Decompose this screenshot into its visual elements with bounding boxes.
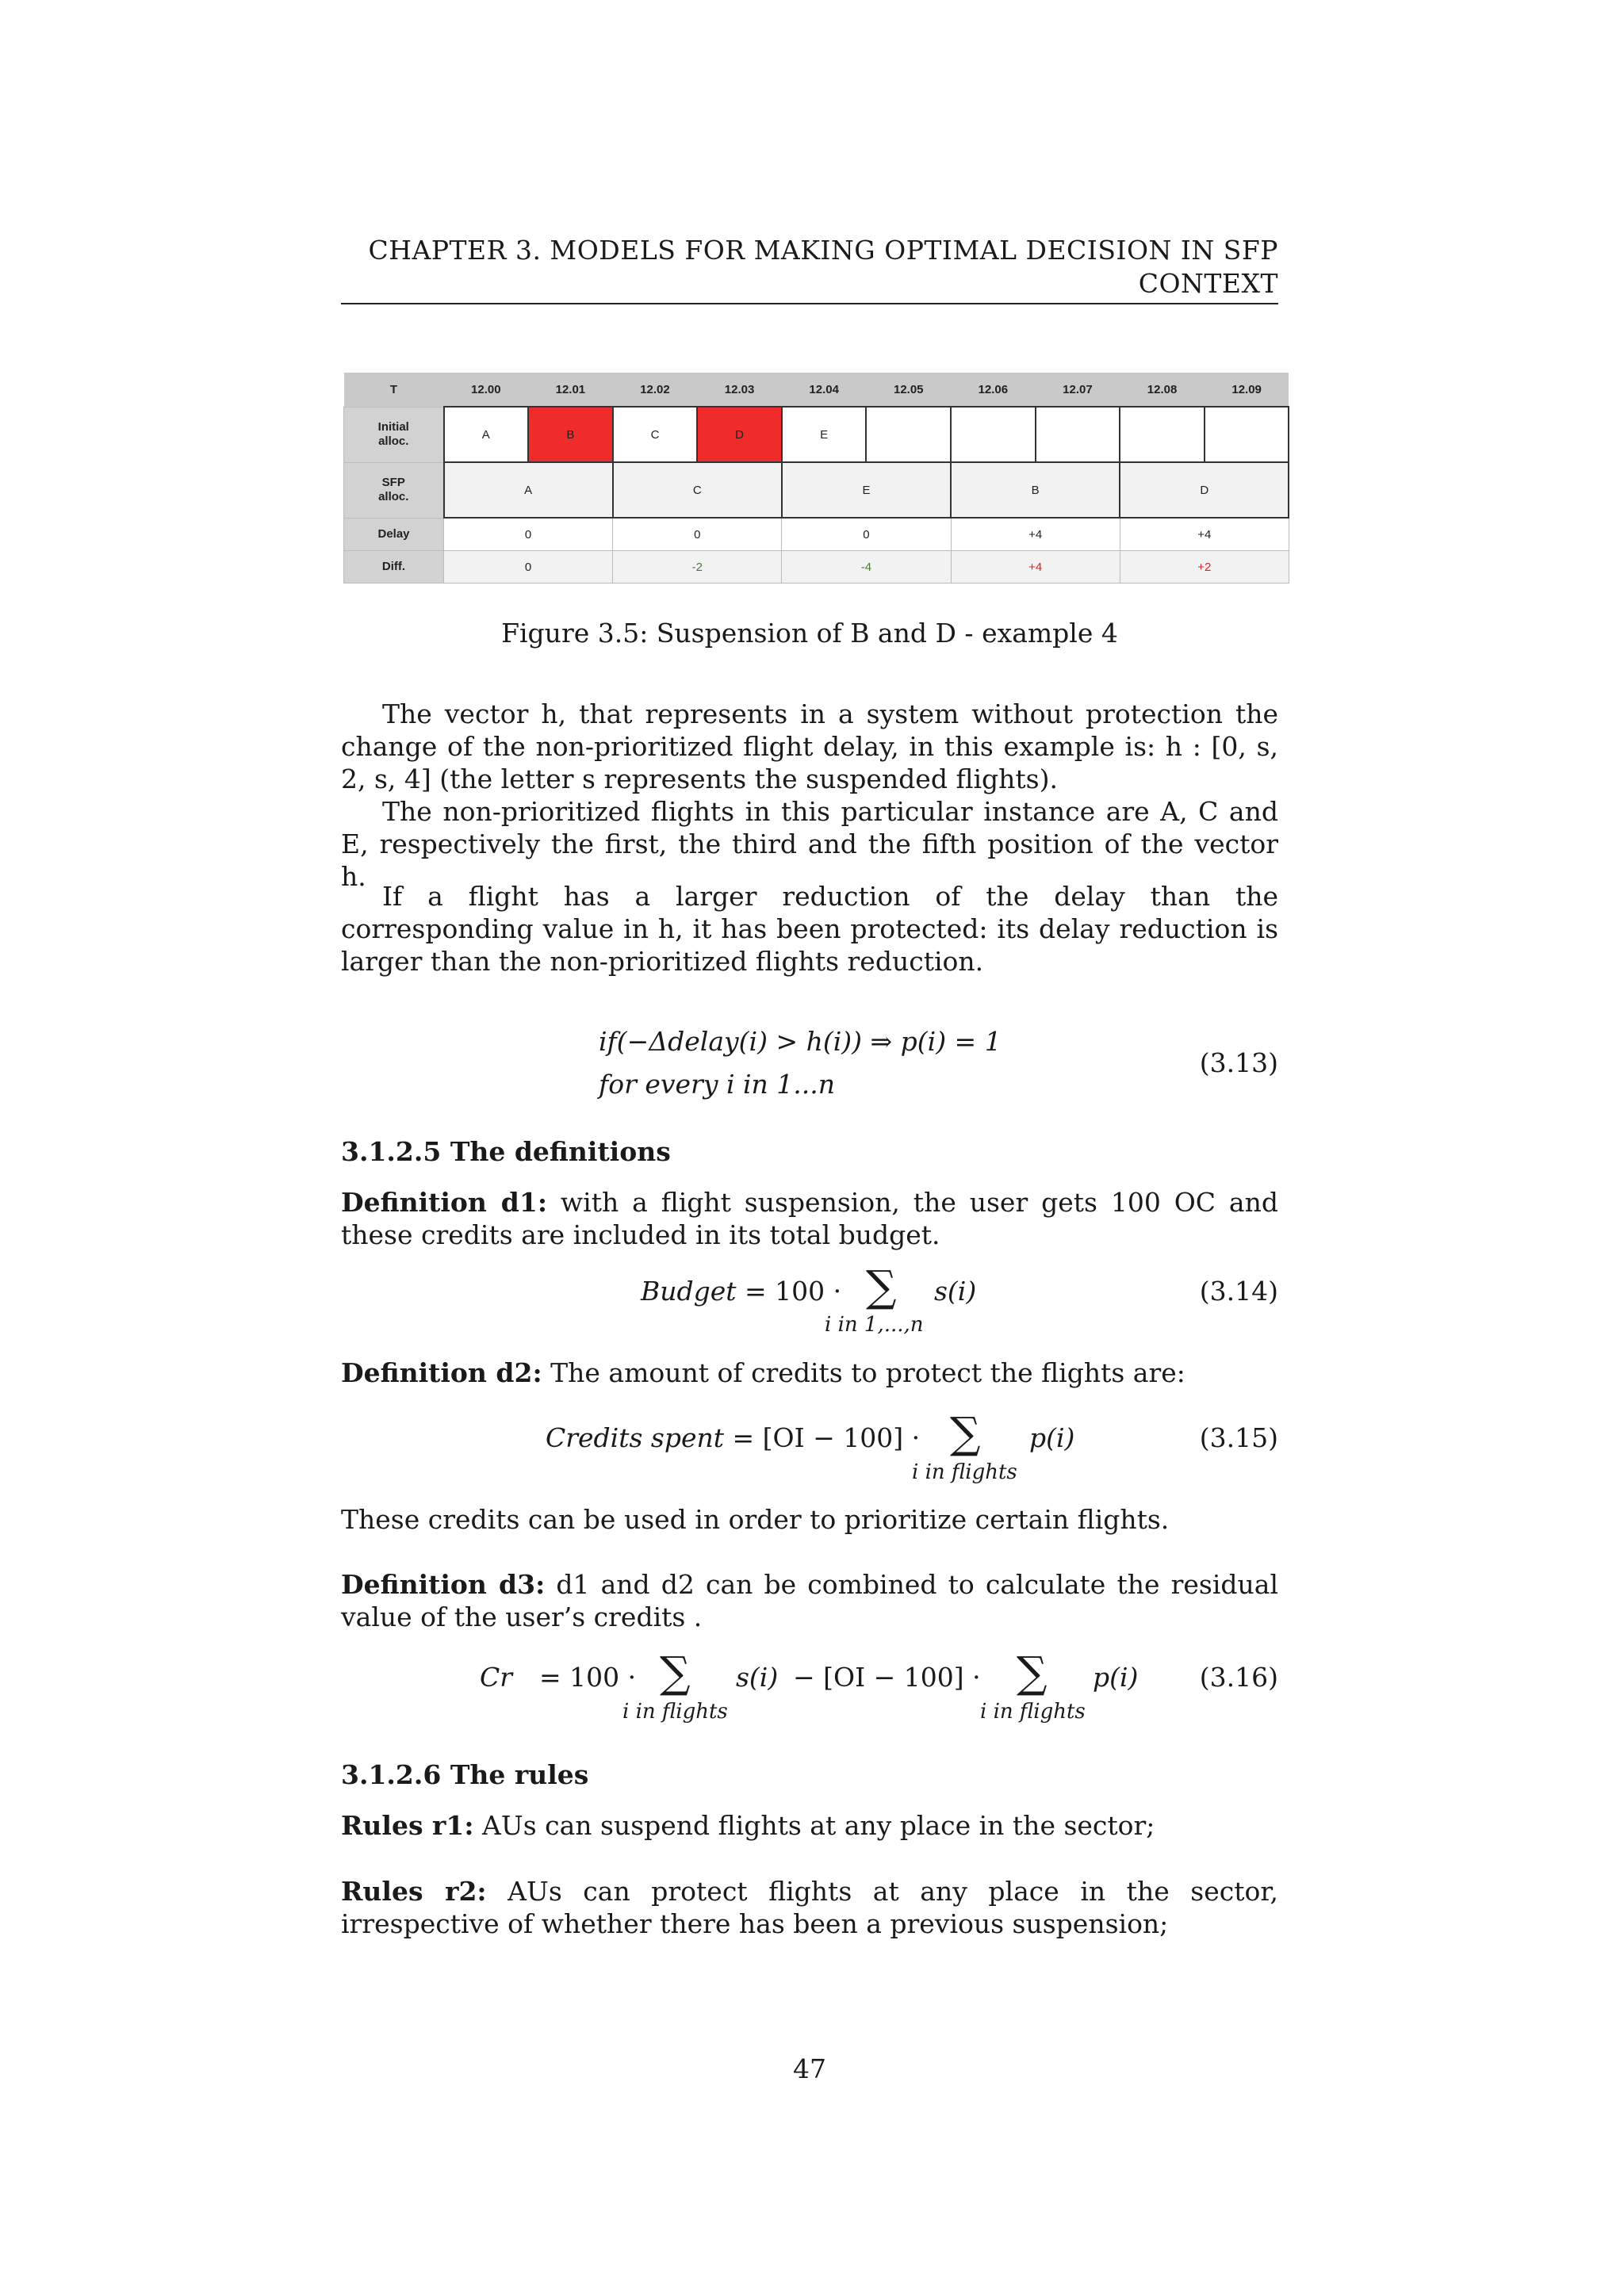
definition-d1-paragraph: [341, 1186, 1278, 1251]
time-cell: 12.02: [613, 373, 698, 407]
sfp-slot: E: [782, 462, 951, 518]
diff-cell: 0: [444, 551, 613, 584]
rule-r1: [341, 1809, 1278, 1842]
initial-slot: [1205, 407, 1289, 462]
initial-slot: [951, 407, 1036, 462]
rule-r1-paragraph: [341, 1809, 1278, 1842]
body-text-1: [341, 698, 1278, 893]
initial-slot: A: [444, 407, 529, 462]
diff-label: Diff.: [344, 551, 444, 584]
rule-r1-label: Rules r1:: [341, 1810, 474, 1841]
diff-cell: -4: [782, 551, 951, 584]
diff-cell: -2: [613, 551, 782, 584]
time-cell: 12.05: [866, 373, 951, 407]
initial-label-line2: alloc.: [378, 434, 409, 448]
time-cell: 12.03: [697, 373, 782, 407]
equation-number-3-15: (3.15): [1199, 1422, 1278, 1453]
delay-cell: 0: [613, 518, 782, 551]
time-cell: 12.00: [444, 373, 529, 407]
eq316-part1: = 100 ·: [539, 1662, 637, 1693]
sfp-alloc-label: [344, 462, 444, 518]
equation-number-3-13: (3.13): [1199, 1047, 1278, 1078]
eq314-rhs: = 100 ·: [745, 1276, 842, 1307]
initial-label-line1: Initial: [377, 420, 409, 434]
eq316-part2: − [OI − 100] ·: [793, 1662, 981, 1693]
initial-alloc-label: [344, 407, 444, 462]
definition-d3: [341, 1568, 1278, 1633]
definition-d1-text: with a flight suspension, the user gets 100 OC and these credits are included in its total budget.: [341, 1187, 1278, 1250]
time-cell: 12.09: [1205, 373, 1289, 407]
allocation-figure-table: [343, 373, 1289, 584]
rule-r2-label: Rules r2:: [341, 1876, 487, 1907]
body-text-2: [341, 880, 1278, 978]
figure-caption: Figure 3.5: Suspension of B and D - example 4: [501, 618, 1118, 649]
time-cell: 12.06: [951, 373, 1036, 407]
summation-icon: ∑: [950, 1408, 981, 1458]
definition-d3-paragraph: [341, 1568, 1278, 1633]
paragraph-vector-h: The vector h, that represents in a system without protection the change of the non-prioritized flight delay, in this example is: h : [0, s, 2, s, 4] (the letter s represents the suspended flights).: [341, 698, 1278, 794]
time-cell: 12.04: [782, 373, 867, 407]
equation-3-15: [546, 1422, 920, 1455]
section-heading-rules: [341, 1758, 588, 1792]
d2-after-paragraph: These credits can be used in order to prioritize certain flights.: [341, 1504, 1170, 1535]
initial-slot: [1036, 407, 1120, 462]
definition-d2-text: The amount of credits to protect the flights are:: [550, 1357, 1185, 1388]
definition-d2: [341, 1357, 1278, 1389]
delay-cell: +4: [951, 518, 1120, 551]
summation-icon: ∑: [1017, 1647, 1048, 1697]
initial-slot: [1120, 407, 1205, 462]
equation-3-13-line2: for every i in 1...n: [599, 1069, 836, 1100]
section-title: The definitions: [450, 1136, 671, 1167]
eq314-lhs: Budget: [641, 1276, 737, 1307]
eq315-lhs: Credits spent: [546, 1422, 725, 1453]
equation-number-3-14: (3.14): [1199, 1276, 1278, 1307]
time-cell: 12.01: [528, 373, 613, 407]
header-rule: [341, 303, 1278, 304]
eq316-term1: s(i): [736, 1662, 779, 1693]
definition-d1: [341, 1186, 1278, 1251]
eq314-sum-index: i in 1,...,n: [825, 1313, 924, 1337]
eq315-sum-index: i in flights: [912, 1460, 1017, 1484]
sfp-slot: C: [613, 462, 782, 518]
sfp-slot: D: [1120, 462, 1289, 518]
d2-after-text: [341, 1503, 1278, 1536]
equation-number-3-16: (3.16): [1199, 1662, 1278, 1693]
time-cell: 12.07: [1036, 373, 1120, 407]
section-title: The rules: [450, 1759, 589, 1790]
equation-3-14: [641, 1275, 841, 1308]
initial-slot: [866, 407, 951, 462]
diff-row: [344, 551, 1289, 584]
eq314-term: s(i): [934, 1276, 977, 1307]
eq316-sum-index-1: i in flights: [622, 1700, 728, 1724]
definition-d1-label: Definition d1:: [341, 1187, 548, 1218]
eq315-term: p(i): [1029, 1422, 1075, 1453]
eq316-sum-index-2: i in flights: [980, 1700, 1086, 1724]
delay-cell: +4: [1120, 518, 1289, 551]
running-header: [341, 234, 1278, 300]
header-line-1: CHAPTER 3. MODELS FOR MAKING OPTIMAL DECISION IN SFP: [368, 235, 1278, 266]
section-number: 3.1.2.5: [341, 1136, 442, 1167]
summation-icon: ∑: [866, 1261, 897, 1311]
initial-slot-suspended: D: [697, 407, 782, 462]
initial-slot: C: [613, 407, 698, 462]
sfp-label-line1: SFP: [381, 476, 405, 489]
initial-alloc-row: [344, 407, 1289, 462]
definition-d2-label: Definition d2:: [341, 1357, 542, 1388]
rule-r2: [341, 1875, 1278, 1940]
time-row: [344, 373, 1289, 407]
eq316-lhs: Cr: [480, 1662, 513, 1693]
sfp-slot: A: [444, 462, 613, 518]
time-cell: 12.08: [1120, 373, 1205, 407]
delay-row: [344, 518, 1289, 551]
initial-slot: E: [782, 407, 867, 462]
eq316-term2: p(i): [1093, 1662, 1139, 1693]
sfp-label-line2: alloc.: [378, 490, 409, 503]
delay-cell: 0: [782, 518, 951, 551]
paragraph-non-prioritized: The non-prioritized flights in this particular instance are A, C and E, respectively the first, the third and the fifth position of the vector h.: [341, 796, 1278, 892]
diff-cell: +2: [1120, 551, 1289, 584]
delay-label: Delay: [344, 518, 444, 551]
rule-r2-paragraph: [341, 1875, 1278, 1940]
definition-d2-paragraph: [341, 1357, 1278, 1389]
rule-r2-text: AUs can protect flights at any place in the sector, irrespective of whether there has been a previous suspension;: [341, 1876, 1278, 1939]
equation-3-13-line1: if(−Δdelay(i) > h(i)) ⇒ p(i) = 1: [599, 1026, 1002, 1057]
sfp-alloc-row: [344, 462, 1289, 518]
paragraph-protected: If a flight has a larger reduction of the delay than the corresponding value in h, it has been protected: its delay reduction is larger than the non-prioritized flights reduction.: [341, 881, 1278, 977]
definition-d3-label: Definition d3:: [341, 1569, 546, 1600]
section-number: 3.1.2.6: [341, 1759, 442, 1790]
definition-d3-text: d1 and d2 can be combined to calculate the residual value of the user’s credits .: [341, 1569, 1279, 1632]
time-header-cell: T: [344, 373, 444, 407]
section-heading-definitions: [341, 1135, 671, 1169]
initial-slot-suspended: B: [528, 407, 613, 462]
sfp-slot: B: [951, 462, 1120, 518]
rule-r1-text: AUs can suspend flights at any place in the sector;: [482, 1810, 1155, 1841]
diff-cell: +4: [951, 551, 1120, 584]
page-number: 47: [793, 2053, 826, 2084]
eq315-rhs: = [OI − 100] ·: [732, 1422, 921, 1453]
summation-icon: ∑: [660, 1647, 691, 1697]
delay-cell: 0: [444, 518, 613, 551]
header-line-2: CONTEXT: [1138, 268, 1278, 299]
